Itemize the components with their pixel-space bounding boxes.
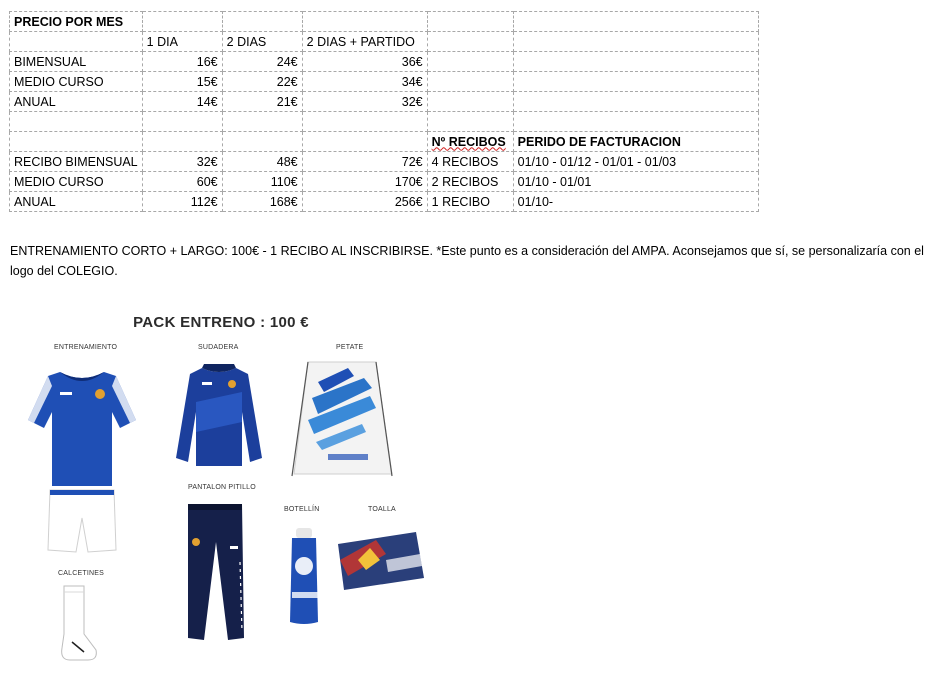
table-row — [10, 52, 759, 72]
caption-sudadera: SUDADERA — [198, 344, 239, 351]
socks-icon — [50, 584, 100, 664]
price-cell: 112€ — [142, 192, 222, 212]
price-cell: 15€ — [142, 72, 222, 92]
period-cell: 01/10 - 01/01 — [513, 172, 758, 192]
price-cell: 21€ — [222, 92, 302, 112]
price-cell: 22€ — [222, 72, 302, 92]
caption-petate: PETATE — [336, 344, 364, 351]
price-cell: 110€ — [222, 172, 302, 192]
receipts-header: Nº RECIBOS — [427, 132, 513, 152]
column-header: 2 DIAS + PARTIDO — [302, 32, 427, 52]
bottle-icon — [284, 526, 324, 626]
training-kit-icon — [26, 368, 138, 558]
table-row — [10, 12, 759, 32]
column-header: 2 DIAS — [222, 32, 302, 52]
table-row — [10, 32, 759, 52]
period-cell: 01/10 - 01/12 - 01/01 - 01/03 — [513, 152, 758, 172]
towel-icon — [336, 530, 426, 592]
row-label: BIMENSUAL — [10, 52, 143, 72]
price-cell: 72€ — [302, 152, 427, 172]
receipts-cell: 2 RECIBOS — [427, 172, 513, 192]
price-cell: 168€ — [222, 192, 302, 212]
price-cell: 32€ — [142, 152, 222, 172]
note-paragraph: ENTRENAMIENTO CORTO + LARGO: 100€ - 1 RECIBO AL INSCRIBIRSE. *Este punto es a consideración del AMPA. Aconsejamos que sí, se personalizaría con el logo del COLEGIO. — [10, 244, 924, 278]
receipts-cell: 4 RECIBOS — [427, 152, 513, 172]
sweatshirt-icon — [172, 362, 266, 470]
price-cell: 256€ — [302, 192, 427, 212]
row-label: RECIBO BIMENSUAL — [10, 152, 143, 172]
price-cell: 48€ — [222, 152, 302, 172]
row-label: ANUAL — [10, 92, 143, 112]
table-row — [10, 152, 759, 172]
table-row — [10, 92, 759, 112]
price-cell: 24€ — [222, 52, 302, 72]
table-row — [10, 192, 759, 212]
price-cell: 16€ — [142, 52, 222, 72]
period-cell: 01/10- — [513, 192, 758, 212]
caption-botellin: BOTELLÍN — [284, 506, 320, 513]
price-cell: 170€ — [302, 172, 427, 192]
row-label: MEDIO CURSO — [10, 72, 143, 92]
pack-title: PACK ENTRENO : 100 € — [133, 314, 309, 331]
caption-calcetines: CALCETINES — [58, 570, 104, 577]
caption-entrenamiento: ENTRENAMIENTO — [54, 344, 118, 351]
price-table — [9, 11, 759, 212]
bag-icon — [288, 358, 396, 480]
table-row — [10, 132, 759, 152]
price-cell: 36€ — [302, 52, 427, 72]
table-title: PRECIO POR MES — [10, 12, 143, 32]
table-row — [10, 172, 759, 192]
row-label: ANUAL — [10, 192, 143, 212]
price-cell: 32€ — [302, 92, 427, 112]
table-row — [10, 112, 759, 132]
caption-toalla: TOALLA — [368, 506, 396, 513]
price-cell: 14€ — [142, 92, 222, 112]
column-header: 1 DIA — [142, 32, 222, 52]
pack-image — [10, 298, 432, 668]
row-label: MEDIO CURSO — [10, 172, 143, 192]
pants-icon — [180, 502, 250, 642]
caption-pantalon: PANTALON PITILLO — [188, 484, 256, 491]
billing-header: PERIDO DE FACTURACION — [513, 132, 758, 152]
table-row — [10, 72, 759, 92]
receipts-cell: 1 RECIBO — [427, 192, 513, 212]
price-cell: 60€ — [142, 172, 222, 192]
price-cell: 34€ — [302, 72, 427, 92]
